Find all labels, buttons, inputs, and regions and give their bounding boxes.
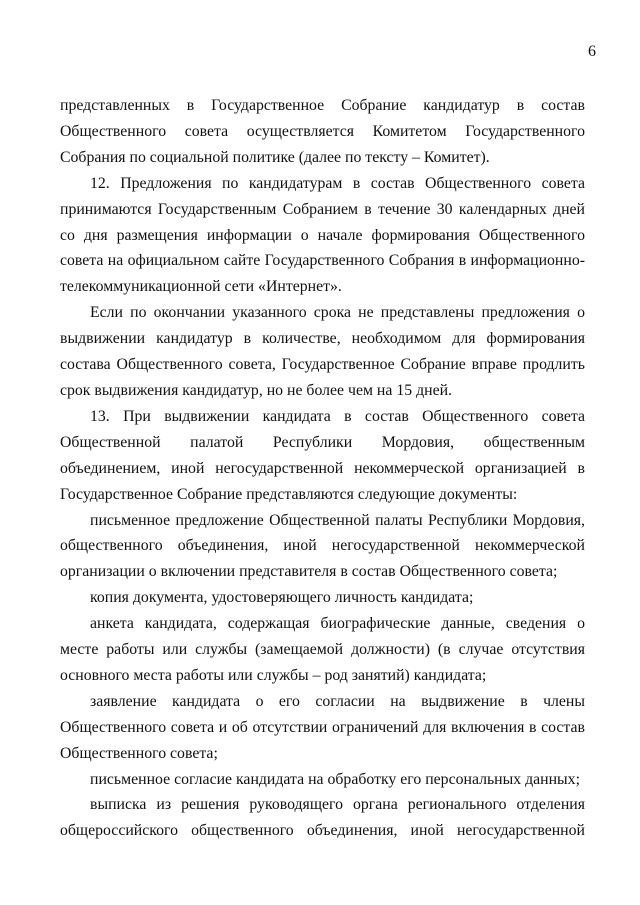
list-item-proposal: письменное предложение Общественной палаты Республики Мордовия, общественного объединения, иной негосударственной некоммерческой организации о включении представителя в состав Общественного совета; [60, 511, 585, 581]
paragraph-continuation: представленных в Государственное Собрание кандидатур в состав Общественного совета осуществляется Комитетом Государственного Собрания по социальной политике (далее по тексту – Комитет). [60, 97, 585, 166]
page-number: 6 [588, 43, 596, 60]
paragraph-item-12: 12. Предложения по кандидатурам в состав Общественного совета принимаются Государственным Собранием в течение 30 календарных дней со дня размещения информации о начале формирования Общественного совета на официальном сайте Государственного Собрания в информационно-телекоммуникационной сети «Интернет». [60, 174, 585, 296]
list-item-questionnaire: анкета кандидата, содержащая биографические данные, сведения о месте работы или службы (замещаемой должности) (в случае отсутствия основного места работы или службы – род занятий) кандидата; [60, 615, 585, 684]
paragraph-extension: Если по окончании указанного срока не представлены предложения о выдвижении кандидатур в количестве, необходимом для формирования состава Общественного совета, Государственное Собрание вправе продлить срок выдвижения кандидатур, но не более чем на 15 дней. [60, 304, 585, 399]
list-item-id-copy: копия документа, удостоверяющего личность кандидата; [90, 589, 474, 607]
list-item-extract: выписка из решения руководящего органа регионального отделения общероссийского общественного объединения, иной негосударственной [60, 796, 585, 840]
document-body [60, 93, 585, 844]
list-item-data-consent: письменное согласие кандидата на обработку его персональных данных; [90, 770, 580, 788]
paragraph-item-13: 13. При выдвижении кандидата в состав Общественного совета Общественной палатой Республики Мордовия, общественным объединением, иной негосударственной некоммерческой организацией в Государственное Собрание представляются следующие документы: [60, 407, 585, 503]
list-item-consent-statement: заявление кандидата о его согласии на выдвижение в члены Общественного совета и об отсутствии ограничений для включения в состав Общественного совета; [60, 692, 585, 762]
